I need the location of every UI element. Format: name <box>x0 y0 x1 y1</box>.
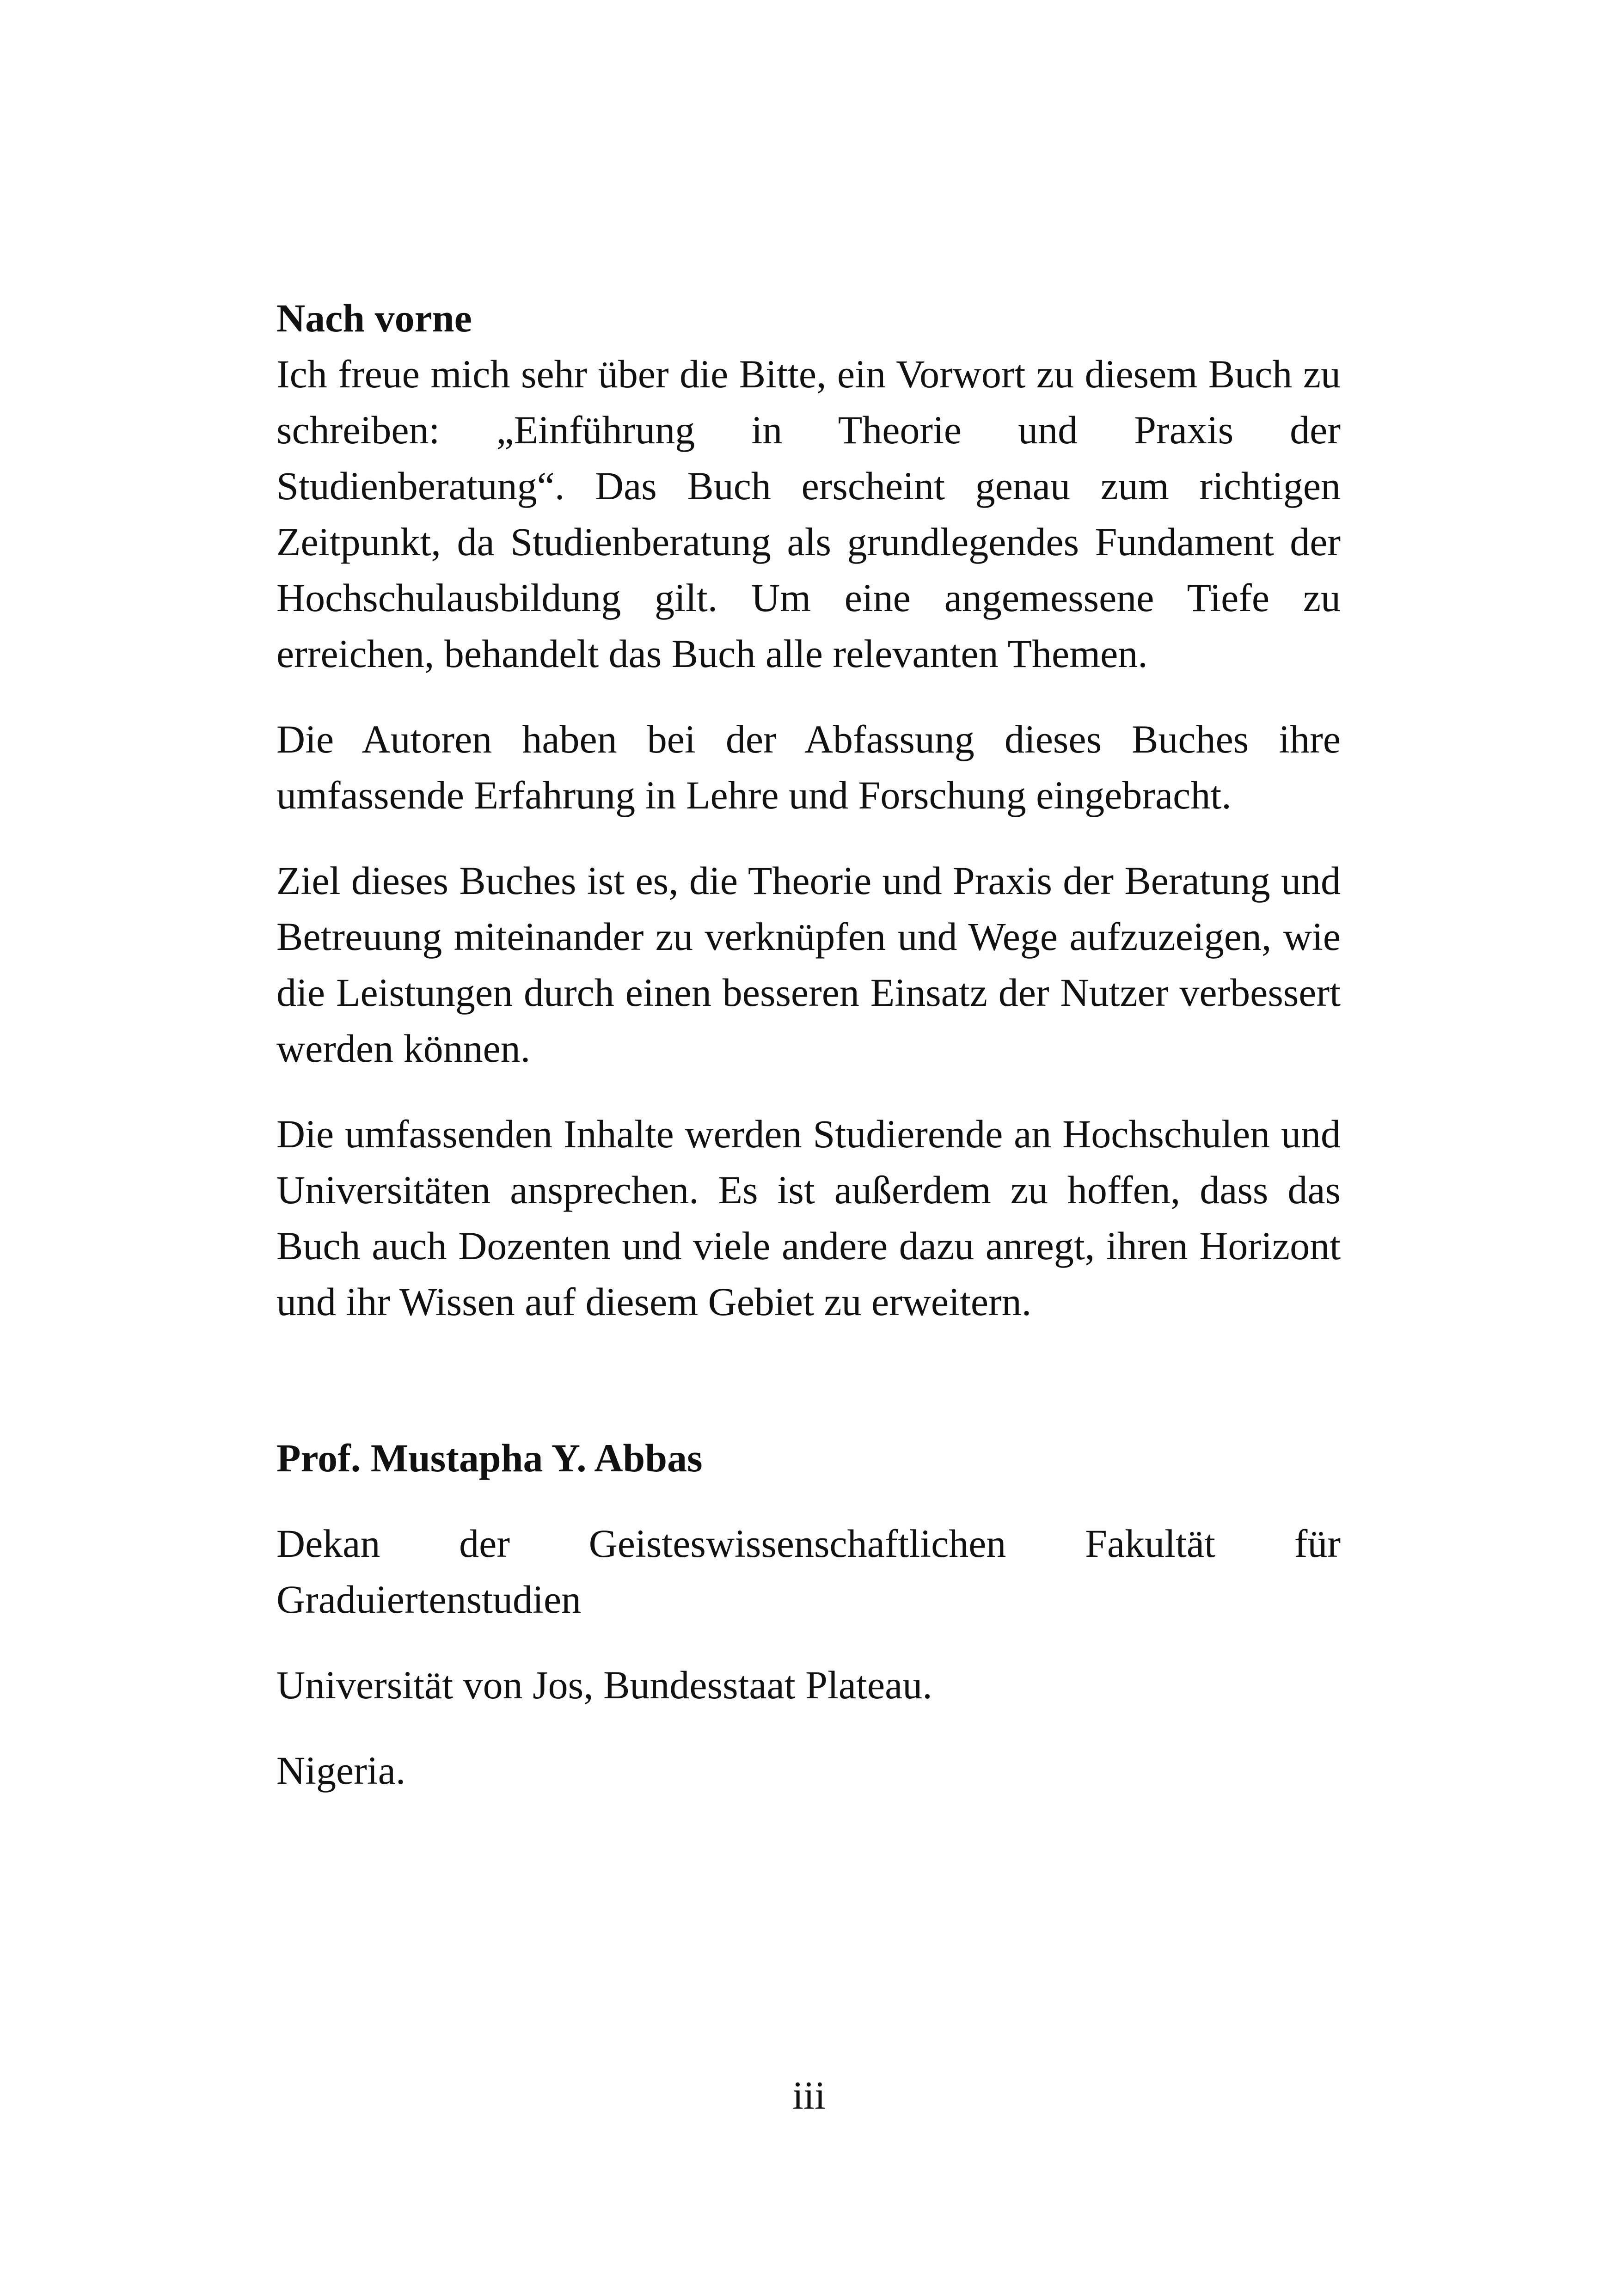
foreword-paragraph-2: Die Autoren haben bei der Abfassung dieses Buches ihre umfassende Erfahrung in Lehre und Forschung eingebracht. <box>276 717 1341 817</box>
author-role-word-4: Fakultät <box>1085 1521 1215 1566</box>
author-role-word-5: für <box>1294 1521 1341 1566</box>
author-role-word-3: Geisteswissenschaftlichen <box>588 1521 1006 1566</box>
author-address: Universität von Jos, Bundesstaat Plateau. <box>276 1663 932 1707</box>
author-role-first-line <box>276 1516 1341 1572</box>
author-role-word-2: der <box>459 1521 510 1566</box>
foreword-section <box>276 290 1341 1359</box>
author-name: Prof. Mustapha Y. Abbas <box>276 1436 703 1480</box>
foreword-paragraph-1: Ich freue mich sehr über die Bitte, ein Vorwort zu diesem Buch zu schreiben: „Einführung in Theorie und Praxis der Studienberatung“. Das Buch erscheint genau zum richtigen Zeitpunkt, da Studienberatung als grundlegendes Fundament der Hochschulausbildung gilt. Um eine angemessene Tiefe zu erreichen, behandelt das Buch alle relevanten Themen. <box>276 352 1341 676</box>
foreword-heading: Nach vorne <box>276 296 472 340</box>
author-country: Nigeria. <box>276 1748 406 1793</box>
signature-block <box>276 1430 1341 1828</box>
page-number: iii <box>792 2073 826 2118</box>
author-role-continuation: Graduiertenstudien <box>276 1577 582 1622</box>
author-role-word-1: Dekan <box>276 1521 380 1566</box>
foreword-paragraph-3: Ziel dieses Buches ist es, die Theorie und Praxis der Beratung und Betreuung miteinander zu verknüpfen und Wege aufzuzeigen, wie die Leistungen durch einen besseren Einsatz der Nutzer verbessert werden können. <box>276 858 1341 1071</box>
foreword-paragraph-4: Die umfassenden Inhalte werden Studierende an Hochschulen und Universitäten ansprechen. Es ist außerdem zu hoffen, dass das Buch auch Dozenten und viele andere dazu anregt, ihren Horizont und ihr Wissen auf diesem Gebiet zu erweitern. <box>276 1112 1341 1324</box>
author-role <box>276 1516 1341 1628</box>
